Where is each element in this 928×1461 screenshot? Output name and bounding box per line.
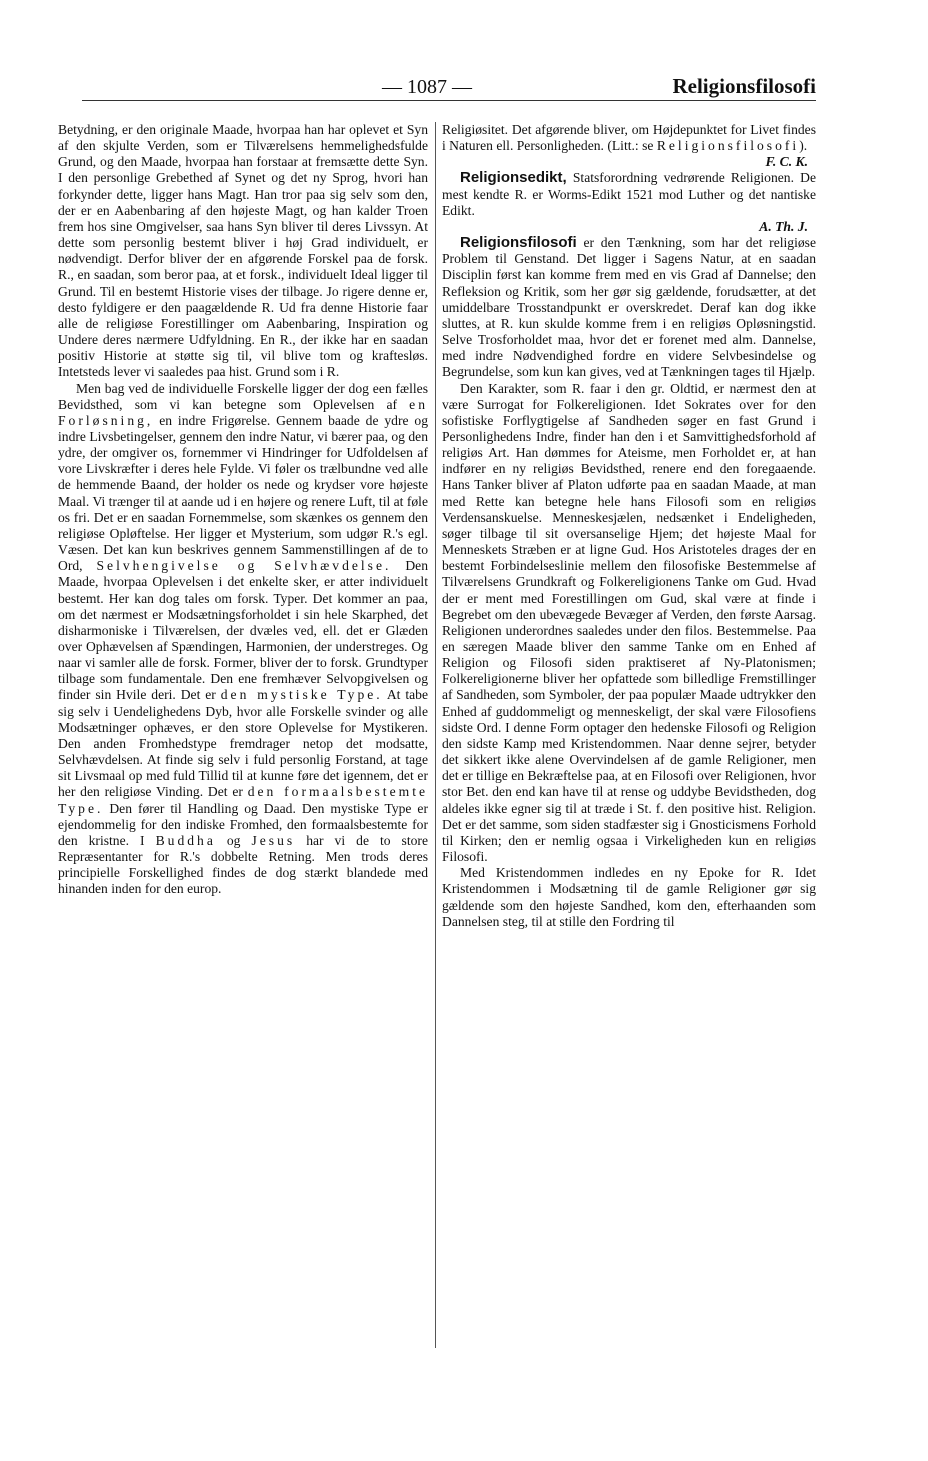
text-run: Den fører til Handling og Daad. Den mystiske Type er ejendommelig for den indiske Fromhed, den formaalsbestemte for den kristne. I [58, 800, 428, 848]
text-run: en indre Frigørelse. Gennem baade de ydre og indre Livsbetingelser, gennem den indre Natur, vi bærer paa, og den ydre, der omgiver os, fornemmer vi Hindringer for Udfoldelsen af vore Livskræfter i deres hele Fylde. Vi føler os trælbundne ved alle de hemmende Baand, der holder os nede og krydser vore højeste Maal. Vi trænger til at aande ud i en højere og renere Luft, til at føle os fri. Det er en saadan Fornemmelse, som skænkes os gennem den religiøse Opløftelse. Her ligger et Mysterium, som udgør R.'s egl. Væsen. Det kan kun beskrives gennem Sammenstillingen af de to Ord, [58, 412, 428, 574]
spaced-term: Selvhengivelse og Selvhævdelse. [96, 558, 392, 574]
text-run: og [215, 832, 252, 848]
right-column [442, 122, 816, 930]
text-run: Statsforordning vedrørende Religionen. De mest kendte R. er Worms-Edikt 1521 mod Luther og det nantiske Edikt. [442, 170, 816, 218]
header-rule [82, 100, 816, 101]
spaced-term: en Forløsning, [58, 396, 428, 428]
entry-headword: Religionsedikt, [460, 169, 567, 187]
entry-headword: Religionsfilosofi [460, 234, 577, 252]
author-signature: F. C. K. [765, 154, 808, 170]
spaced-term: Buddha [155, 832, 216, 848]
spaced-term: den formaalsbestemte Type. [58, 784, 429, 816]
spaced-term: Religionsfilosofi [656, 138, 800, 154]
running-head: Religionsfilosofi [672, 74, 816, 98]
text-run: har vi de to store Repræsentanter for R.'s dobbelte Retning. Men trods deres principielle Forskellighed findes de dog stærkt blandede med hinanden inden for den europ. [58, 832, 428, 897]
text-run: Den Maade, hvorpaa Oplevelsen i det enkelte sker, er atter individuelt bestemt. Her kan dog tales om forsk. Typer. Det kommer an paa, om det nærmest er Modsætningsforholdet i sin hele Skarphed, det disharmoniske i Tilværelsen, der dvæles ved, ell. det er Glæden over Ophævelsen af Spændingen, Harmonien, der understreges. Og naar vi samler alle de forsk. Former, bliver der to forsk. Grundtyper tilbage som fundamentale. Den ene fremhæver Selvopgivelsen og finder sin Hvile deri. Det er [58, 558, 428, 703]
text-run: Men bag ved de individuelle Forskelle ligger der dog een fælles Bevidsthed, som vi kan betegne som Oplevelsen af [58, 380, 428, 412]
left-paragraph-1: Betydning, er den originale Maade, hvorpaa han har oplevet et Syn af den skjulte Verden, som er Tilværelsens hemmelighedsfulde Grund, og den Maade, hvorpaa han forstaar at fremsætte dette Syn. I den personlige Grebethed af Synet og det ny Sprog, hvori han forkynder dette, ligger hans Magt. Han tror paa sig selv som den, der er en Aabenbaring af den højeste Magt, og han kalder Troen frem hos sine Omgivelser, saa hans Syn bliver til deres Livssyn. At dette som personlig bestemt bliver i høj Grad individuelt, er nødvendigt. Derfor bliver der en afgørende Forskel paa de forsk. R., en saadan, som beror paa, at et forsk., individuelt Ideal ligger til Grund. Til en bestemt Historie vises der tilbage. Jo rigere denne er, desto fyldigere er den paagældende R. Ud fra denne Historie faar alle de religiøse Forestillinger om Aabenbaring, Inspiration og Undere deres nærmere Udfyldning. En R., der ikke har en saadan positiv Historie at støtte sig til, vil blive tom og kraftesløs. Intetsteds lever vi saaledes paa hist. Grund som i R. [58, 122, 428, 380]
text-run: ). [799, 138, 808, 154]
entry-religionsedikt [442, 170, 816, 218]
author-signature: A. Th. J. [759, 218, 808, 234]
spaced-term: Jesus [251, 832, 296, 848]
right-paragraph-1 [442, 122, 816, 154]
text-run: Religiøsitet. Det afgørende bliver, om Højdepunktet for Livet findes i Naturen ell. Personligheden. (Litt.: se [442, 122, 816, 154]
page-header [82, 72, 816, 102]
left-paragraph-2 [58, 381, 428, 898]
right-paragraph-4: Den Karakter, som R. faar i den gr. Oldtid, er nærmest den at være Surrogat for Folkereligionen. Idet Sokrates over for den sofistiske Forflygtigelse af Sandheden søger en fast Grund i Personlighedens Indre, finder han den i et Samvittighedsforhold af religiøs Art. Han dømmes for Ateisme, men Forholdet er, at han indfører en ny religiøs Bevidsthed, renere end den foregaaende. Hans Tanker bliver af Platon udførte paa en saadan Maade, at man med Rette kan betegne hele hans Filosofi som en religiøs Verdensanskuelse. Menneskesjælen, nedsænket i Endeligheden, søger tilbage til sit oversanselige Hjem; det højeste Maal for Menneskets Stræben er at ligne Gud. Hos Aristoteles drages der en bestemt Forbindelseslinie mellem den filosofiske Bestemmelse af Tilværelsens Grundkraft og Folkereligionens Tanke om Gud. Hvad der er ment med Forestillingen om Gud, skal være at finde i Begrebet om den ubevægede Bevæger af Verden, den første Aarsag. Religionen underordnes saaledes under den filos. Bestemmelse. Paa en særegen Maade bliver den samme Tanke om en Enhed af Religion og Filosofi siden praktiseret af Ny-Platonismen; Folkereligionerne bliver her opfattede som billedlige Fremstillinger af Sandheden, som Symboler, der paa populær Maade udtrykker den Enhed af guddommeligt og menneskeligt, der skal være Filosofiens sidste Ord. I denne Form optager den hedenske Filosofi og Religion den sidste Kamp med Kristendommen. Naar denne sejrer, betyder det sikkert ikke alene Overvindelsen af de gamle Religioner, men det er tillige en Bekræftelse paa, at en Filosofi over Religionen, hvor stor Bet. den end kan have til at rense og uddybe Bevidstheden, dog aldeles ikke egner sig til at træde i St. f. den positive hist. Religion. Det er det samme, som siden stadfæster sig i Gnosticismens Forhold til Kirken; den er nemlig ogsaa i Virkeligheden kun en religiøs Filosofi. [442, 380, 816, 865]
left-column [58, 122, 428, 898]
spaced-term: den mystiske Type. [220, 687, 383, 703]
column-divider [435, 122, 436, 1348]
page-number: — 1087 — [382, 76, 472, 98]
right-paragraph-5: Med Kristendommen indledes en ny Epoke for R. Idet Kristendommen i Modsætning til de gamle Religioner gør sig gældende som den højeste Sandhed, kom den, efterhaanden som Dannelsen steg, til at stille den Fordring til [442, 865, 816, 929]
entry-religionsfilosofi [442, 235, 816, 380]
text-run: At tabe sig selv i Uendelighedens Dyb, hvor alle Forskelle svinder og alle Modsætninger ophæves, er den store Oplevelse for Mystikeren. Den anden Fromhedstype fremdrager netop det modsatte, Selvhævdelsen. At finde sig selv i fuld personlig Forstand, at tage sit Livsmaal op med fuld Tillid til at kunne føre det igennem, det er her den religiøse Vinding. Det er [58, 687, 429, 800]
text-run: er den Tænkning, som har det religiøse Problem til Genstand. Det ligger i Sagens Natur, at en saadan Disciplin først kan komme frem med en vis Grad af Dannelse; den Refleksion og Kritik, som her gør sig gældende, forudsætter, at det umiddelbare Trosstandpunkt er overskredet. Deraf kan dog ikke sluttes, at R. kun skulde komme frem i en religiøs Opløsningstid. Selve Trosforholdet maa, hvor det er forenet med alm. Dannelse, med indre Nødvendighed fordre en videre Selvbesindelse og Begrundelse, som kun kan gives, ved at Tænkningen tages til Hjælp. [442, 235, 816, 380]
